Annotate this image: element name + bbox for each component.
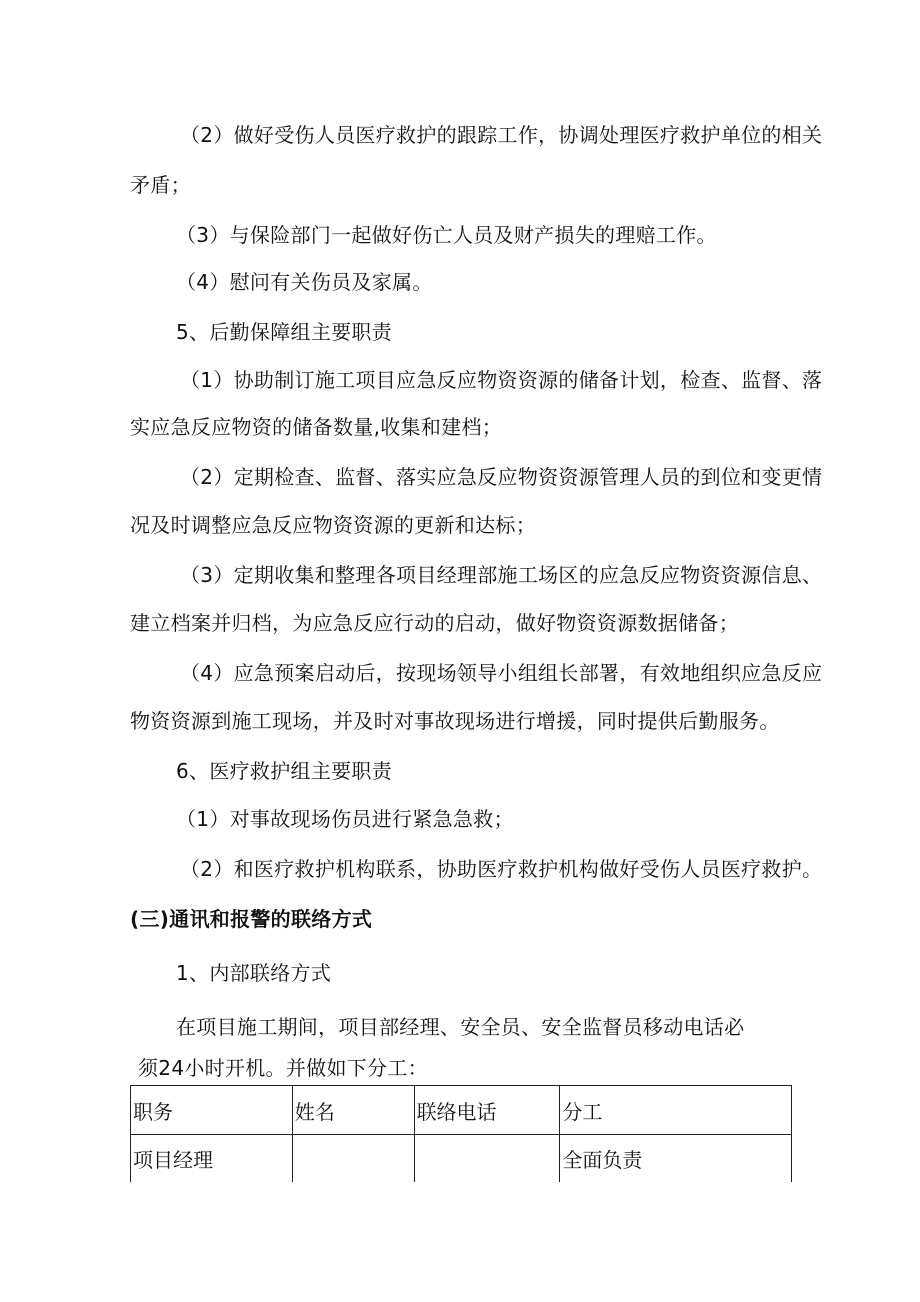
paragraph: （2）和医疗救护机构联系，协助医疗救护机构做好受伤人员医疗救护。 xyxy=(180,857,823,881)
contact-table xyxy=(130,1085,792,1182)
header-cell-duty: 分工 xyxy=(560,1086,792,1135)
paragraph: 况及时调整应急反应物资资源的更新和达标； xyxy=(130,513,536,537)
paragraph: （1）对事故现场伤员进行紧急急救； xyxy=(176,807,514,831)
paragraph: 实应急反应物资的储备数量,收集和建档； xyxy=(130,415,503,439)
header-cell-position: 职务 xyxy=(131,1086,293,1135)
paragraph: （4）慰问有关伤员及家属。 xyxy=(176,270,433,294)
table-header-row xyxy=(131,1086,792,1135)
paragraph: 须24小时开机。并做如下分工： xyxy=(138,1056,428,1080)
header-cell-phone: 联络电话 xyxy=(414,1086,560,1135)
cell-name xyxy=(292,1135,414,1183)
cell-duty: 全面负责 xyxy=(560,1135,792,1183)
section-heading: 6、医疗救护组主要职责 xyxy=(176,759,393,783)
paragraph: （3）定期收集和整理各项目经理部施工场区的应急反应物资资源信息、 xyxy=(180,563,823,587)
cell-position: 项目经理 xyxy=(131,1135,293,1183)
paragraph: （3）与保险部门一起做好伤亡人员及财产损失的理赔工作。 xyxy=(176,223,717,247)
paragraph: 矛盾； xyxy=(130,173,191,197)
header-cell-name: 姓名 xyxy=(292,1086,414,1135)
paragraph: （2）定期检查、监督、落实应急反应物资资源管理人员的到位和变更情 xyxy=(180,465,823,489)
paragraph: （1）协助制订施工项目应急反应物资资源的储备计划，检查、监督、落 xyxy=(180,368,823,392)
paragraph: 在项目施工期间，项目部经理、安全员、安全监督员移动电话必 xyxy=(176,1015,745,1039)
cell-phone xyxy=(414,1135,560,1183)
section-heading: 5、后勤保障组主要职责 xyxy=(176,320,393,344)
section-title: (三)通讯和报警的联络方式 xyxy=(130,907,373,931)
section-heading: 1、内部联络方式 xyxy=(176,961,332,985)
paragraph: （4）应急预案启动后，按现场领导小组组长部署，有效地组织应急反应 xyxy=(180,661,823,685)
table-row xyxy=(131,1135,792,1183)
paragraph: 物资资源到施工现场，并及时对事故现场进行增援，同时提供后勤服务。 xyxy=(130,709,780,733)
paragraph: （2）做好受伤人员医疗救护的跟踪工作，协调处理医疗救护单位的相关 xyxy=(180,123,823,147)
paragraph: 建立档案并归档，为应急反应行动的启动，做好物资资源数据储备； xyxy=(130,611,739,635)
